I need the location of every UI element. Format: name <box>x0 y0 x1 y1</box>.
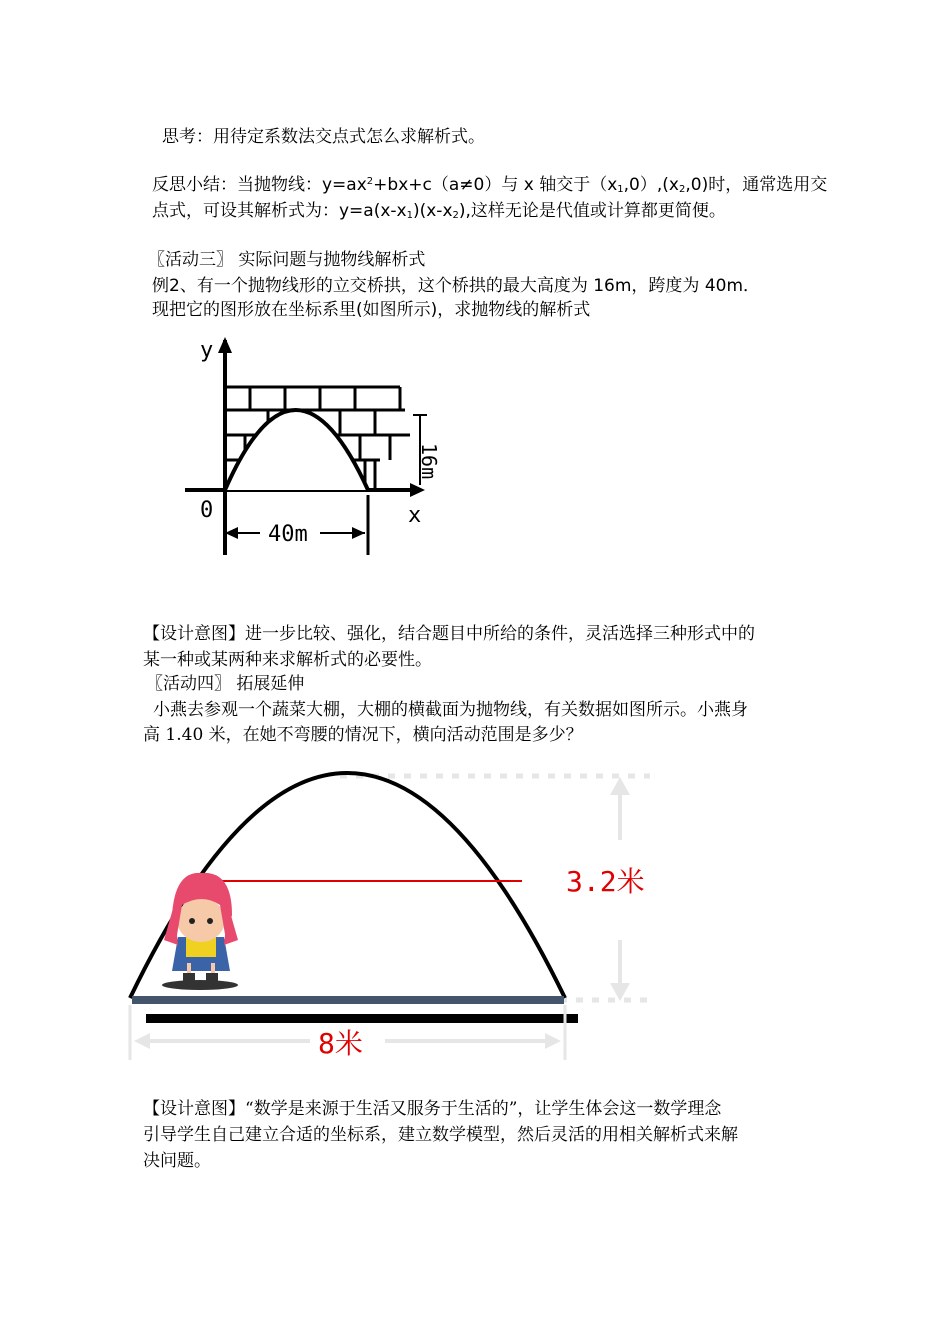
summary-line-2: 点式，可设其解析式为：$y=a(x-x_1)(x-x_2)$,这样无论是代值或计算都更简便。 <box>152 201 726 221</box>
example2-line-1: 例2、有一个抛物线形的立交桥拱，这个桥拱的最大高度为 16m，跨度为 40m． <box>152 276 761 296</box>
bridge-figure <box>180 335 440 560</box>
example2-line-2: 现把它的图形放在坐标系里(如图所示)，求抛物线的解析式 <box>152 300 591 320</box>
design-intent-2-line-1: 【设计意图】“数学是来源于生活又服务于生活的”，让学生体会这一数学理念 <box>143 1099 722 1119</box>
height-label: 16m <box>417 443 441 480</box>
y-axis-arrow <box>218 337 232 353</box>
activity4-line-1: 小燕去参观一个蔬菜大棚，大棚的横截面为抛物线，有关数据如图所示。小燕身 <box>153 700 748 720</box>
girl-figure <box>162 873 238 990</box>
greenhouse-figure <box>120 765 660 1070</box>
bridge-arch <box>225 410 368 490</box>
height-label: 3.2米 <box>566 865 645 898</box>
activity4-title: 〖活动四〗 拓展延伸 <box>146 674 305 694</box>
origin-label: 0 <box>200 498 214 523</box>
design-intent-1-line-1: 【设计意图】进一步比较、强化，结合题目中所给的条件，灵活选择三种形式中的 <box>143 624 755 644</box>
ground-bar <box>146 1014 578 1023</box>
ground-strip <box>132 996 564 1004</box>
design-intent-2-line-3: 决问题。 <box>143 1151 211 1171</box>
design-intent-2-line-2: 引导学生自己建立合适的坐标系，建立数学模型，然后灵活的用相关解析式来解 <box>143 1125 738 1145</box>
width-label: 8米 <box>318 1027 363 1060</box>
summary-line-1: 反思小结：当抛物线：$y=ax^2+bx+c(a\ne 0)$与 x 轴交于$(x_1,0),(x_2,0)$时，通常选用交 <box>152 175 828 195</box>
think-prompt: 思考：用待定系数法交点式怎么求解析式。 <box>162 127 485 147</box>
span-label: 40m <box>268 522 308 547</box>
activity4-line-2: 高 1.40 米，在她不弯腰的情况下，横向活动范围是多少？ <box>143 725 583 745</box>
x-axis-arrow <box>410 483 425 497</box>
y-label: y <box>200 338 214 363</box>
activity3-title: 〖活动三〗 实际问题与抛物线解析式 <box>148 250 426 270</box>
design-intent-1-line-2: 某一种或某两种来求解析式的必要性。 <box>143 650 432 670</box>
x-label: x <box>408 503 422 528</box>
